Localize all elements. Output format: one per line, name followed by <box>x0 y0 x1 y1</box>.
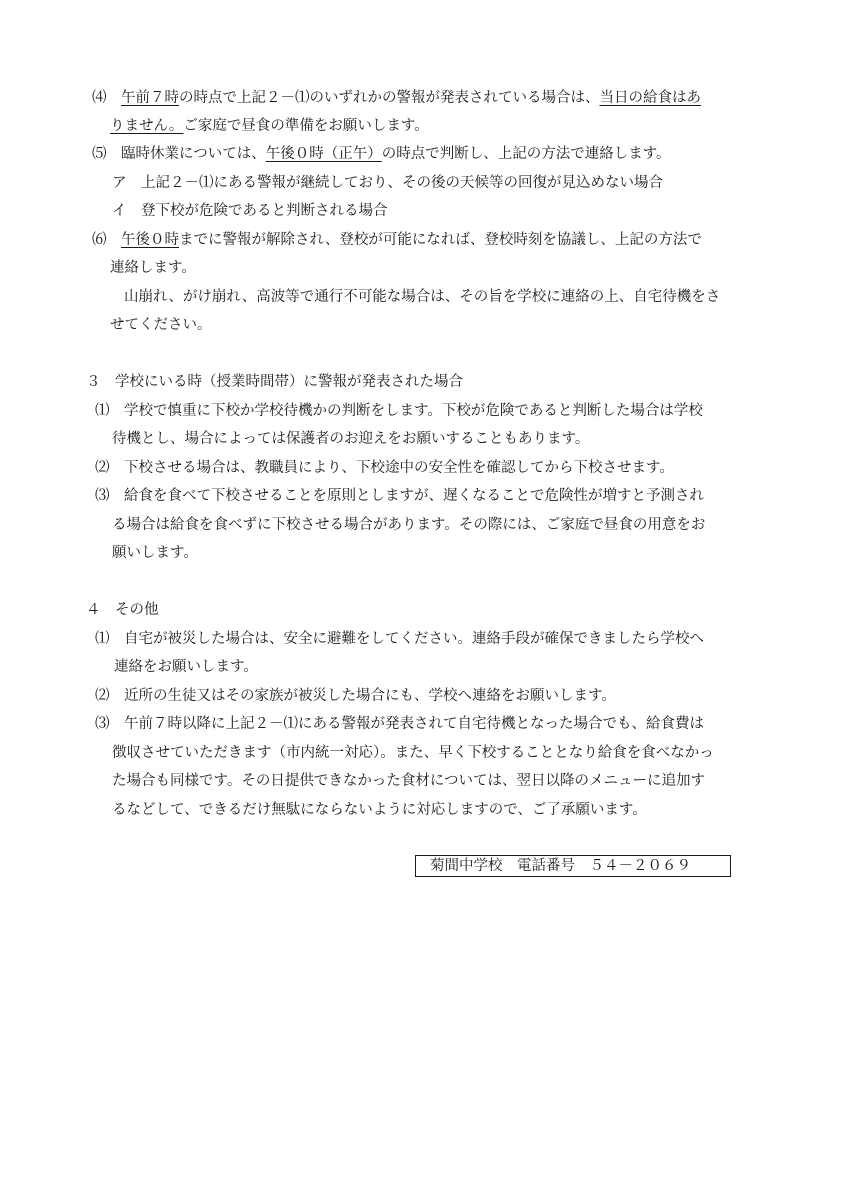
s3-item-2-line-1: ⑵ 下校させる場合は、教職員により、下校途中の安全性を確認してから下校させます。 <box>95 460 674 476</box>
s3-item-3-line-2: る場合は給食を食べずに下校させる場合があります。その際には、ご家庭で昼食の用意をお <box>112 517 706 533</box>
s4-item-3-line-3: た場合も同様です。その日提供できなかった食材については、翌日以降のメニューに追加す <box>112 773 706 789</box>
item-4-marker: ⑷ <box>92 90 107 106</box>
underlined-noon-2: 午後０時 <box>121 232 179 248</box>
s4-item-1-line-1: ⑴ 自宅が被災した場合は、安全に避難をしてください。連絡手段が確保できましたら学校へ <box>95 631 704 647</box>
underlined-time: 午前７時 <box>121 90 179 106</box>
section-3-heading: ３ 学校にいる時（授業時間帯）に警報が発表された場合 <box>86 374 463 390</box>
item-4-text: の時点で上記２－⑴のいずれかの警報が発表されている場合は、 <box>179 90 600 106</box>
item-4-line-1 <box>92 88 701 108</box>
s3-item-3-line-3: 願いします。 <box>112 545 198 561</box>
item-6-line-2: 連絡します。 <box>110 260 196 276</box>
contact-text: 菊間中学校 電話番号 ５４－２０６９ <box>430 858 691 874</box>
underlined-noon: 午後０時（正午） <box>265 146 382 162</box>
underlined-no-lunch-cont: りません。 <box>110 118 184 134</box>
item-5-text-a: 臨時休業については、 <box>121 146 266 162</box>
item-5-text-c: の時点で判断し、上記の方法で連絡します。 <box>381 146 671 162</box>
underlined-no-lunch: 当日の給食はあ <box>599 90 701 106</box>
note-line-1: 山崩れ、がけ崩れ、高波等で通行不可能な場合は、その旨を学校に連絡の上、自宅待機をさ <box>124 289 721 305</box>
item-4-line-2 <box>110 116 429 136</box>
section-4-heading: ４ その他 <box>86 602 159 618</box>
item-5-sub-b: イ 登下校が危険であると判断される場合 <box>112 203 388 219</box>
s3-item-3-line-1: ⑶ 給食を食べて下校させることを原則としますが、遅くなることで危険性が増すと予測され <box>95 488 704 504</box>
s4-item-3-line-1: ⑶ 午前７時以降に上記２－⑴にある警報が発表されて自宅待機となった場合でも、給食費は <box>95 716 704 732</box>
item-4-text-2: ご家庭で昼食の準備をお願いします。 <box>183 118 429 134</box>
item-5-marker: ⑸ <box>92 146 107 162</box>
item-5-line-1 <box>92 144 671 164</box>
s3-item-1-line-2: 待機とし、場合によっては保護者のお迎えをお願いすることもあります。 <box>112 431 590 447</box>
note-line-2: せてください。 <box>110 317 212 333</box>
s4-item-2-line-1: ⑵ 近所の生徒又はその家族が被災した場合にも、学校へ連絡をお願いします。 <box>95 688 616 704</box>
item-6-marker: ⑹ <box>92 232 107 248</box>
contact-box <box>415 855 731 877</box>
s4-item-3-line-4: るなどして、できるだけ無駄にならないように対応しますので、ご了承願います。 <box>112 802 647 818</box>
s4-item-1-line-2: 連絡をお願いします。 <box>114 659 258 675</box>
item-5-sub-a: ア 上記２－⑴にある警報が継続しており、その後の天候等の回復が見込めない場合 <box>112 175 663 191</box>
item-6-text: までに警報が解除され、登校が可能になれば、登校時刻を協議し、上記の方法で <box>179 232 702 248</box>
item-6-line-1 <box>92 230 702 250</box>
s3-item-1-line-1: ⑴ 学校で慎重に下校か学校待機かの判断をします。下校が危険であると判断した場合は学校 <box>95 403 703 419</box>
s4-item-3-line-2: 徴収させていただきます（市内統一対応）。また、早く下校することとなり給食を食べなかっ <box>112 745 714 761</box>
